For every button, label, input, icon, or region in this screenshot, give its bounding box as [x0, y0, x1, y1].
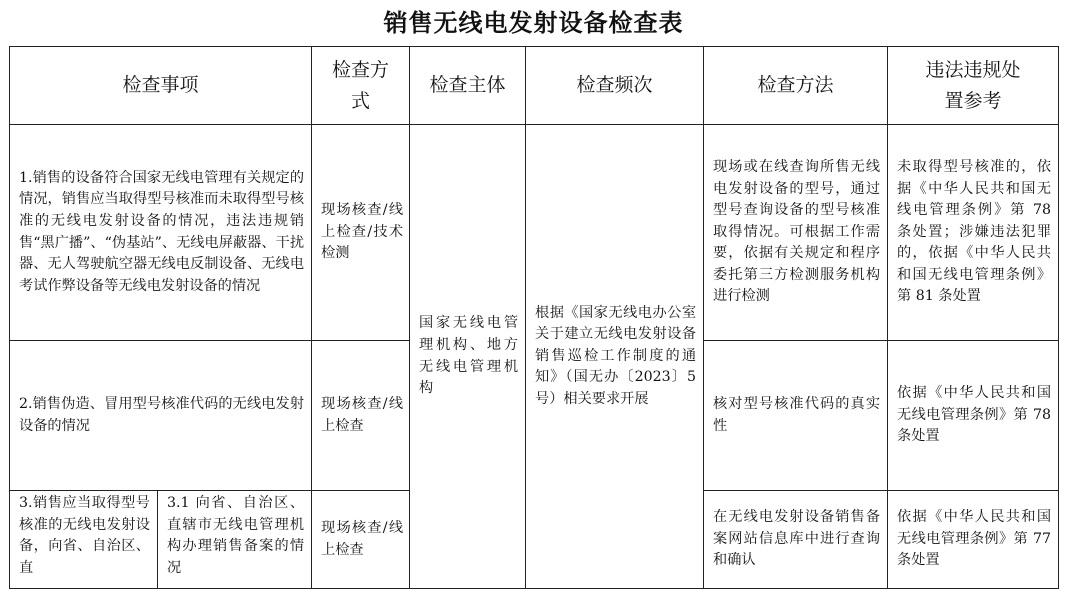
header-subject: 检查主体: [410, 47, 526, 125]
header-item: 检查事项: [10, 47, 312, 125]
row3-method: 现场核查/线上检查: [312, 491, 410, 589]
row1-penalty: 未取得型号核准的，依据《中华人民共和国无线电管理条例》第 78 条处置；涉嫌违法犯罪的，依据《中华人民共和国无线电管理条例》第 81 条处置: [888, 125, 1059, 341]
row3-approach: 在无线电发射设备销售备案网站信息库中进行查询和确认: [704, 491, 888, 589]
table-row: [10, 125, 1059, 341]
row2-approach: 核对型号核准代码的真实性: [704, 341, 888, 491]
header-approach: 检查方法: [704, 47, 888, 125]
inspection-table: [9, 46, 1059, 589]
frequency-cell: 根据《国家无线电办公室关于建立无线电发射设备销售巡检工作制度的通知》（国无办〔2023〕5号）相关要求开展: [526, 125, 704, 589]
page-title: 销售无线电发射设备检查表: [383, 9, 684, 37]
header-penalty: 违法违规处置参考: [888, 47, 1059, 125]
row3-item: 3.销售应当取得型号核准的无线电发射设备，向省、自治区、直: [10, 491, 158, 589]
header-frequency: 检查频次: [526, 47, 704, 125]
row2-item: 2.销售伪造、冒用型号核准代码的无线电发射设备的情况: [10, 341, 312, 491]
row3-penalty: 依据《中华人民共和国无线电管理条例》第 77 条处置: [888, 491, 1059, 589]
subject-cell: 国家无线电管理机构、地方无线电管理机构: [410, 125, 526, 589]
row2-penalty: 依据《中华人民共和国无线电管理条例》第 78 条处置: [888, 341, 1059, 491]
row2-method: 现场核查/线上检查: [312, 341, 410, 491]
row3-subitem: 3.1 向省、自治区、直辖市无线电管理机构办理销售备案的情况: [158, 491, 312, 589]
header-row: [10, 47, 1059, 125]
row1-item: 1.销售的设备符合国家无线电管理有关规定的情况，销售应当取得型号核准而未取得型号核准的无线电发射设备的情况，违法违规销售“黑广播”、“伪基站”、无线电屏蔽器、干扰器、无人驾驶航空器无线电反制设备、无线电考试作弊设备等无线电发射设备的情况: [10, 125, 312, 341]
row1-method: 现场核查/线上检查/技术检测: [312, 125, 410, 341]
row1-approach: 现场或在线查询所售无线电发射设备的型号，通过型号查询设备的型号核准取得情况。可根据工作需要，依据有关规定和程序委托第三方检测服务机构进行检测: [704, 125, 888, 341]
header-method: 检查方式: [312, 47, 410, 125]
